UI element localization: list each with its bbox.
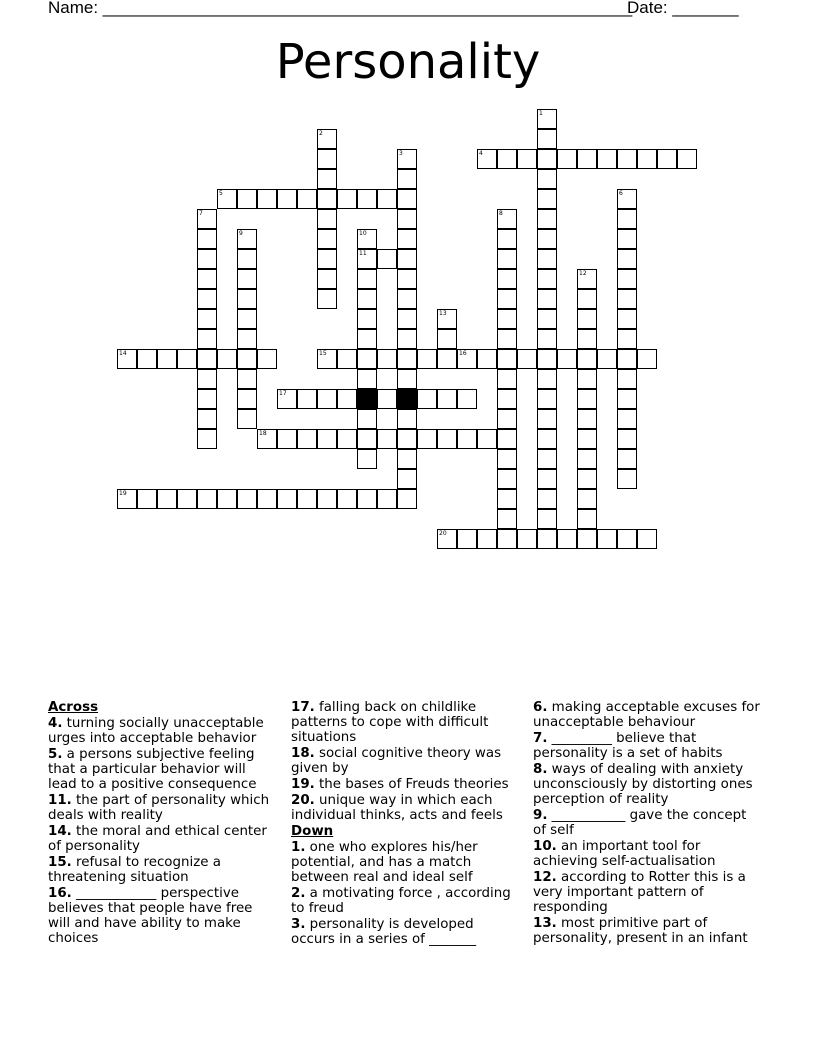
clue-item-text: the bases of Freuds theories xyxy=(314,777,509,792)
clue-item-number: 9. xyxy=(533,808,548,823)
crossword-cell[interactable] xyxy=(537,449,557,469)
clue-item xyxy=(48,793,276,823)
crossword-cell[interactable] xyxy=(397,369,417,389)
clue-item-number: 18. xyxy=(291,746,315,761)
crossword-cell[interactable] xyxy=(357,289,377,309)
clue-number: 12 xyxy=(579,270,587,277)
crossword-cell[interactable] xyxy=(257,489,277,509)
clue-item xyxy=(533,870,763,915)
clue-number: 15 xyxy=(319,350,327,357)
clue-item-text: according to Rotter this is a very important pattern of responding xyxy=(533,870,746,915)
crossword-cell[interactable] xyxy=(537,269,557,289)
crossword-cell[interactable] xyxy=(617,189,637,209)
crossword-cell[interactable] xyxy=(357,269,377,289)
crossword-cell[interactable] xyxy=(477,149,497,169)
crossword-cell[interactable] xyxy=(257,349,277,369)
crossword-cell[interactable] xyxy=(237,249,257,269)
clue-item-number: 17. xyxy=(291,700,315,715)
crossword-cell[interactable] xyxy=(377,249,397,269)
crossword-cell[interactable] xyxy=(397,429,417,449)
crossword-cell[interactable] xyxy=(617,529,637,549)
crossword-cell[interactable] xyxy=(657,149,677,169)
crossword-cell[interactable] xyxy=(157,489,177,509)
crossword-cell[interactable] xyxy=(437,529,457,549)
clue-number: 4 xyxy=(479,150,483,157)
crossword-cell[interactable] xyxy=(497,509,517,529)
crossword-cell[interactable] xyxy=(617,469,637,489)
clue-number: 16 xyxy=(459,350,467,357)
clue-item xyxy=(291,746,519,776)
clue-item xyxy=(291,777,519,792)
across-heading: Across xyxy=(48,700,99,715)
crossword-cell[interactable] xyxy=(397,289,417,309)
clue-item xyxy=(533,731,763,761)
crossword-cell[interactable] xyxy=(357,369,377,389)
clue-item-number: 12. xyxy=(533,870,557,885)
crossword-cell[interactable] xyxy=(297,389,317,409)
crossword-cell[interactable] xyxy=(237,329,257,349)
crossword-cell[interactable] xyxy=(537,329,557,349)
crossword-cell[interactable] xyxy=(497,489,517,509)
crossword-cell[interactable] xyxy=(497,349,517,369)
crossword-cell[interactable] xyxy=(617,229,637,249)
crossword-cell[interactable] xyxy=(617,249,637,269)
crossword-cell[interactable] xyxy=(237,409,257,429)
crossword-cell[interactable] xyxy=(617,389,637,409)
clue-item-number: 3. xyxy=(291,917,306,932)
clue-number: 7 xyxy=(199,210,203,217)
crossword-cell[interactable] xyxy=(617,429,637,449)
clue-item-number: 1. xyxy=(291,840,306,855)
crossword-cell[interactable] xyxy=(617,409,637,429)
crossword-cell[interactable] xyxy=(537,349,557,369)
crossword-cell[interactable] xyxy=(617,369,637,389)
clue-item-number: 15. xyxy=(48,855,72,870)
crossword-cell[interactable] xyxy=(357,229,377,249)
crossword-cell[interactable] xyxy=(577,389,597,409)
crossword-cell[interactable] xyxy=(117,489,137,509)
crossword-cell[interactable] xyxy=(577,529,597,549)
crossword-cell[interactable] xyxy=(237,189,257,209)
crossword-cell[interactable] xyxy=(537,189,557,209)
crossword-cell[interactable] xyxy=(437,329,457,349)
crossword-cell[interactable] xyxy=(337,429,357,449)
clue-item-number: 20. xyxy=(291,793,315,808)
date-field-label[interactable]: Date: _______ xyxy=(627,0,739,17)
crossword-cell[interactable] xyxy=(237,289,257,309)
crossword-cell[interactable] xyxy=(417,349,437,369)
crossword-cell[interactable] xyxy=(437,429,457,449)
crossword-cell[interactable] xyxy=(537,249,557,269)
clue-item-text: refusal to recognize a threatening situation xyxy=(48,855,221,885)
crossword-cell[interactable] xyxy=(537,169,557,189)
crossword-cell[interactable] xyxy=(277,189,297,209)
crossword-cell[interactable] xyxy=(577,509,597,529)
crossword-cell[interactable] xyxy=(537,309,557,329)
crossword-cell[interactable] xyxy=(537,469,557,489)
crossword-cell[interactable] xyxy=(317,129,337,149)
clue-item xyxy=(48,824,276,854)
crossword-cell[interactable] xyxy=(557,349,577,369)
crossword-cell[interactable] xyxy=(237,349,257,369)
crossword-cell[interactable] xyxy=(457,529,477,549)
crossword-cell[interactable] xyxy=(577,309,597,329)
crossword-cell[interactable] xyxy=(357,189,377,209)
clue-item-number: 19. xyxy=(291,777,315,792)
crossword-cell[interactable] xyxy=(317,229,337,249)
crossword-cell[interactable] xyxy=(237,229,257,249)
crossword-cell[interactable] xyxy=(637,529,657,549)
clue-item xyxy=(291,793,519,823)
clue-item-text: the moral and ethical center of personality xyxy=(48,824,267,854)
clue-item-number: 16. xyxy=(48,886,72,901)
crossword-cell[interactable] xyxy=(497,449,517,469)
crossword-cell[interactable] xyxy=(357,329,377,349)
crossword-cell[interactable] xyxy=(577,149,597,169)
crossword-cell[interactable] xyxy=(357,429,377,449)
clue-item-text: ways of dealing with anxiety unconsciously by distorting ones perception of reality xyxy=(533,762,753,807)
name-field-label[interactable]: Name: ________________________________________________________ xyxy=(48,0,633,17)
crossword-cell[interactable] xyxy=(417,429,437,449)
clue-item-text: the part of personality which deals with reality xyxy=(48,793,270,823)
crossword-cell[interactable] xyxy=(617,329,637,349)
crossword-cell[interactable] xyxy=(197,489,217,509)
clue-item xyxy=(533,916,763,946)
clue-number: 20 xyxy=(439,530,447,537)
crossword-cell[interactable] xyxy=(497,209,517,229)
clue-item xyxy=(533,839,763,869)
crossword-cell[interactable] xyxy=(437,349,457,369)
crossword-cell[interactable] xyxy=(497,249,517,269)
clue-item-text: a persons subjective feeling that a particular behavior will lead to a positive consequence xyxy=(48,747,257,792)
crossword-cell[interactable] xyxy=(357,309,377,329)
crossword-cell[interactable] xyxy=(537,109,557,129)
clue-item-text: personality is developed occurs in a series of _______ xyxy=(291,917,477,947)
crossword-cell[interactable] xyxy=(537,509,557,529)
crossword-cell[interactable] xyxy=(417,389,437,409)
crossword-cell[interactable] xyxy=(397,189,417,209)
crossword-cell[interactable] xyxy=(197,329,217,349)
crossword-cell[interactable] xyxy=(517,149,537,169)
crossword-cell[interactable] xyxy=(477,349,497,369)
crossword-cell[interactable] xyxy=(457,429,477,449)
crossword-cell[interactable] xyxy=(537,209,557,229)
crossword-cell[interactable] xyxy=(617,349,637,369)
crossword-cell[interactable] xyxy=(337,489,357,509)
clues-column-3 xyxy=(533,700,763,947)
clue-number: 2 xyxy=(319,130,323,137)
crossword-cell[interactable] xyxy=(257,429,277,449)
crossword-cell[interactable] xyxy=(197,209,217,229)
clue-item-number: 5. xyxy=(48,747,63,762)
crossword-cell[interactable] xyxy=(497,369,517,389)
clue-number: 8 xyxy=(499,210,503,217)
crossword-cell[interactable] xyxy=(397,469,417,489)
clue-number: 3 xyxy=(399,150,403,157)
crossword-cell[interactable] xyxy=(537,529,557,549)
crossword-cell[interactable] xyxy=(477,529,497,549)
crossword-cell[interactable] xyxy=(617,289,637,309)
crossword-cell[interactable] xyxy=(397,349,417,369)
clue-item-number: 2. xyxy=(291,886,306,901)
clue-item xyxy=(48,886,276,946)
clue-number: 10 xyxy=(359,230,367,237)
crossword-cell[interactable] xyxy=(597,149,617,169)
clue-item-text: turning socially unacceptable urges into acceptable behavior xyxy=(48,716,264,746)
crossword-cell[interactable] xyxy=(617,149,637,169)
crossword-cell[interactable] xyxy=(317,289,337,309)
clue-number: 13 xyxy=(439,310,447,317)
crossword-cell[interactable] xyxy=(477,429,497,449)
crossword-cell[interactable] xyxy=(357,249,377,269)
clue-item-number: 13. xyxy=(533,916,557,931)
crossword-cell[interactable] xyxy=(577,369,597,389)
crossword-cell[interactable] xyxy=(197,409,217,429)
crossword-black-cell xyxy=(397,389,417,409)
crossword-cell[interactable] xyxy=(597,529,617,549)
clue-item xyxy=(48,747,276,792)
crossword-cell[interactable] xyxy=(237,489,257,509)
crossword-cell[interactable] xyxy=(317,349,337,369)
crossword-cell[interactable] xyxy=(497,229,517,249)
clue-item xyxy=(533,700,763,730)
crossword-cell[interactable] xyxy=(577,349,597,369)
clue-item xyxy=(48,716,276,746)
clue-list xyxy=(291,840,519,947)
crossword-cell[interactable] xyxy=(397,449,417,469)
crossword-cell[interactable] xyxy=(457,389,477,409)
clue-item xyxy=(291,886,519,916)
crossword-cell[interactable] xyxy=(257,189,277,209)
crossword-cell[interactable] xyxy=(557,149,577,169)
crossword-cell[interactable] xyxy=(397,489,417,509)
clues-column-2 xyxy=(291,700,519,948)
crossword-cell[interactable] xyxy=(557,529,577,549)
crossword-cell[interactable] xyxy=(337,389,357,409)
clue-number: 9 xyxy=(239,230,243,237)
crossword-cell[interactable] xyxy=(137,489,157,509)
crossword-cell[interactable] xyxy=(317,169,337,189)
clue-number: 14 xyxy=(119,350,127,357)
crossword-cell[interactable] xyxy=(637,149,657,169)
crossword-cell[interactable] xyxy=(237,389,257,409)
clue-item-number: 6. xyxy=(533,700,548,715)
clue-item-text: one who explores his/her potential, and has a match between real and ideal self xyxy=(291,840,478,885)
crossword-cell[interactable] xyxy=(317,149,337,169)
crossword-cell[interactable] xyxy=(317,429,337,449)
crossword-cell[interactable] xyxy=(357,449,377,469)
crossword-cell[interactable] xyxy=(197,389,217,409)
crossword-cell[interactable] xyxy=(517,529,537,549)
crossword-cell[interactable] xyxy=(577,489,597,509)
crossword-cell[interactable] xyxy=(537,289,557,309)
page-title: Personality xyxy=(275,34,541,90)
crossword-cell[interactable] xyxy=(317,389,337,409)
crossword-cell[interactable] xyxy=(237,309,257,329)
crossword-cell[interactable] xyxy=(337,189,357,209)
crossword-cell[interactable] xyxy=(597,349,617,369)
crossword-cell[interactable] xyxy=(277,429,297,449)
clue-item-text: most primitive part of personality, present in an infant xyxy=(533,916,748,946)
crossword-cell[interactable] xyxy=(577,329,597,349)
crossword-cell[interactable] xyxy=(537,429,557,449)
clue-number: 17 xyxy=(279,390,287,397)
clue-item-text: a motivating force , according to freud xyxy=(291,886,511,916)
crossword-cell[interactable] xyxy=(497,289,517,309)
clue-item xyxy=(533,762,763,807)
crossword-cell[interactable] xyxy=(537,129,557,149)
crossword-cell[interactable] xyxy=(497,269,517,289)
crossword-cell[interactable] xyxy=(197,229,217,249)
clue-number: 19 xyxy=(119,490,127,497)
crossword-cell[interactable] xyxy=(497,529,517,549)
crossword-cell[interactable] xyxy=(317,489,337,509)
crossword-cell[interactable] xyxy=(397,209,417,229)
crossword-cell[interactable] xyxy=(217,189,237,209)
crossword-cell[interactable] xyxy=(297,489,317,509)
clue-item-number: 14. xyxy=(48,824,72,839)
clue-item xyxy=(533,808,763,838)
crossword-cell[interactable] xyxy=(177,349,197,369)
crossword-cell[interactable] xyxy=(397,169,417,189)
clue-item-text: an important tool for achieving self-actualisation xyxy=(533,839,716,869)
crossword-cell[interactable] xyxy=(537,389,557,409)
crossword-cell[interactable] xyxy=(197,249,217,269)
clue-item xyxy=(291,700,519,745)
crossword-cell[interactable] xyxy=(377,349,397,369)
crossword-cell[interactable] xyxy=(197,269,217,289)
crossword-cell[interactable] xyxy=(277,389,297,409)
clue-item-text: social cognitive theory was given by xyxy=(291,746,502,776)
crossword-cell[interactable] xyxy=(397,329,417,349)
crossword-cell[interactable] xyxy=(177,489,197,509)
clue-item-number: 10. xyxy=(533,839,557,854)
crossword-cell[interactable] xyxy=(437,389,457,409)
clue-number: 1 xyxy=(539,110,543,117)
clue-item xyxy=(291,840,519,885)
clue-number: 5 xyxy=(219,190,223,197)
crossword-cell[interactable] xyxy=(157,349,177,369)
crossword-cell[interactable] xyxy=(537,409,557,429)
crossword-cell[interactable] xyxy=(317,189,337,209)
crossword-cell[interactable] xyxy=(497,429,517,449)
crossword-cell[interactable] xyxy=(377,489,397,509)
clue-item xyxy=(48,855,276,885)
crossword-cell[interactable] xyxy=(517,349,537,369)
clue-item-text: falling back on childlike patterns to cope with difficult situations xyxy=(291,700,489,745)
crossword-cell[interactable] xyxy=(577,429,597,449)
crossword-cell[interactable] xyxy=(237,269,257,289)
clue-list xyxy=(48,716,276,946)
crossword-cell[interactable] xyxy=(397,409,417,429)
crossword-cell[interactable] xyxy=(577,409,597,429)
crossword-black-cell xyxy=(357,389,377,409)
crossword-cell[interactable] xyxy=(397,309,417,329)
crossword-cell[interactable] xyxy=(117,349,137,369)
crossword-cell[interactable] xyxy=(397,149,417,169)
crossword-cell[interactable] xyxy=(397,249,417,269)
crossword-cell[interactable] xyxy=(577,289,597,309)
clue-item-text: _________ believe that personality is a set of habits xyxy=(533,731,723,761)
clue-item-text: ____________ perspective believes that people have free will and have ability to make choices xyxy=(48,886,253,946)
crossword-cell[interactable] xyxy=(617,309,637,329)
crossword-cell[interactable] xyxy=(577,469,597,489)
crossword-cell[interactable] xyxy=(497,329,517,349)
clue-item-number: 8. xyxy=(533,762,548,777)
clue-number: 11 xyxy=(359,250,367,257)
clue-item-text: ___________ gave the concept of self xyxy=(533,808,747,838)
crossword-cell[interactable] xyxy=(317,269,337,289)
crossword-cell[interactable] xyxy=(357,489,377,509)
clue-item-number: 7. xyxy=(533,731,548,746)
crossword-cell[interactable] xyxy=(197,429,217,449)
crossword-cell[interactable] xyxy=(637,349,657,369)
clue-item xyxy=(291,917,519,947)
crossword-cell[interactable] xyxy=(457,349,477,369)
crossword-cell[interactable] xyxy=(197,349,217,369)
down-heading: Down xyxy=(291,824,334,839)
crossword-cell[interactable] xyxy=(617,269,637,289)
clue-number: 18 xyxy=(259,430,267,437)
crossword-cell[interactable] xyxy=(357,409,377,429)
crossword-cell[interactable] xyxy=(277,489,297,509)
crossword-cell[interactable] xyxy=(537,149,557,169)
clue-list xyxy=(291,700,519,823)
crossword-cell[interactable] xyxy=(537,369,557,389)
crossword-cell[interactable] xyxy=(437,309,457,329)
crossword-cell[interactable] xyxy=(237,369,257,389)
crossword-cell[interactable] xyxy=(197,289,217,309)
crossword-cell[interactable] xyxy=(297,189,317,209)
crossword-cell[interactable] xyxy=(137,349,157,369)
clue-list xyxy=(533,700,763,946)
crossword-cell[interactable] xyxy=(317,209,337,229)
crossword-cell[interactable] xyxy=(217,489,237,509)
crossword-cell[interactable] xyxy=(537,489,557,509)
clues-column-1 xyxy=(48,700,276,947)
clue-item-number: 11. xyxy=(48,793,72,808)
crossword-cell[interactable] xyxy=(217,349,237,369)
crossword-cell[interactable] xyxy=(617,449,637,469)
crossword-cell[interactable] xyxy=(377,429,397,449)
crossword-cell[interactable] xyxy=(357,349,377,369)
crossword-cell[interactable] xyxy=(577,269,597,289)
crossword-cell[interactable] xyxy=(677,149,697,169)
clue-number: 6 xyxy=(619,190,623,197)
crossword-cell[interactable] xyxy=(397,229,417,249)
crossword-cell[interactable] xyxy=(317,249,337,269)
clue-item-text: making acceptable excuses for unacceptable behaviour xyxy=(533,700,760,730)
crossword-cell[interactable] xyxy=(297,429,317,449)
crossword-cell[interactable] xyxy=(197,309,217,329)
clue-item-number: 4. xyxy=(48,716,63,731)
crossword-cell[interactable] xyxy=(337,349,357,369)
crossword-cell[interactable] xyxy=(377,189,397,209)
crossword-cell[interactable] xyxy=(577,449,597,469)
crossword-cell[interactable] xyxy=(497,409,517,429)
clue-item-text: unique way in which each individual thinks, acts and feels xyxy=(291,793,503,823)
crossword-cell[interactable] xyxy=(497,469,517,489)
crossword-cell[interactable] xyxy=(397,269,417,289)
crossword-cell[interactable] xyxy=(497,389,517,409)
crossword-cell[interactable] xyxy=(537,229,557,249)
crossword-cell[interactable] xyxy=(197,369,217,389)
crossword-cell[interactable] xyxy=(617,209,637,229)
crossword-cell[interactable] xyxy=(377,389,397,409)
crossword-cell[interactable] xyxy=(497,309,517,329)
crossword-cell[interactable] xyxy=(497,149,517,169)
